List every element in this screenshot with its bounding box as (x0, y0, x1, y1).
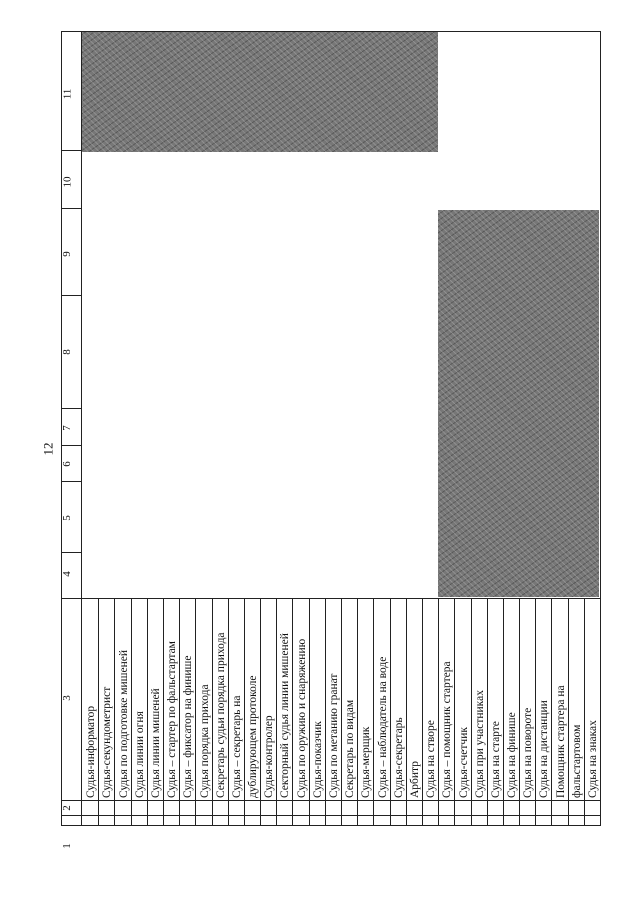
table-row-label: Судья на повороте (522, 707, 535, 798)
row-divider (292, 598, 293, 826)
row-divider (179, 598, 180, 826)
column-number-7: 7 (60, 425, 73, 431)
table-row-label: Судья – наблюдатель на воде (376, 656, 389, 798)
row-divider (551, 598, 552, 826)
table-row-label: Секторный судья линии мишеней (279, 633, 292, 798)
table-row-label: Секретарь судьи порядка прихода (214, 632, 227, 798)
row-divider (503, 598, 504, 826)
table-divider (61, 408, 81, 409)
table-row-label: дублирующем протоколе (247, 675, 260, 798)
row-divider (276, 598, 277, 826)
shaded-area (438, 210, 599, 597)
table-row-label: Судья – стартер по фальстартам (166, 641, 179, 798)
table-row-label: Судья на старте (489, 721, 502, 798)
row-divider (487, 598, 488, 826)
table-row-label: Судья на финише (506, 712, 519, 798)
table-row-label: Судья-счетчик (457, 727, 470, 798)
row-divider (195, 598, 196, 826)
column-number-11: 11 (61, 88, 74, 100)
table-row-label: Судья на створе (425, 720, 438, 798)
row-divider (422, 598, 423, 826)
column-number-6: 6 (60, 461, 73, 467)
table-row-label: Судья – секретарь на (230, 695, 243, 798)
table-row-label: Судья порядка прихода (198, 684, 211, 798)
table-row-label: Секретарь по видам (344, 699, 357, 798)
table-row-label: Судья на знаках (587, 720, 599, 798)
table-row-label: Судья линии огня (133, 711, 146, 798)
table-row-label: Судья-мерщик (360, 726, 373, 798)
shaded-area (82, 32, 438, 152)
table-divider (61, 445, 81, 446)
row-divider (357, 598, 358, 826)
table-row-label: Судья линии мишеней (149, 688, 162, 798)
column-number-2: 2 (60, 805, 73, 811)
row-divider (98, 598, 99, 826)
row-divider (325, 598, 326, 826)
column-number-3: 3 (60, 695, 73, 701)
table-row-label: Судья-показчик (311, 721, 324, 798)
column-number-8: 8 (60, 349, 73, 355)
table-row-label: Судья на дистанции (538, 700, 551, 798)
table-row-label: Судья-секундометрист (101, 686, 114, 798)
page-number: 12 (40, 442, 56, 456)
row-divider (309, 598, 310, 826)
row-divider (341, 598, 342, 826)
table-row-label: Помощник стартера на (554, 685, 567, 798)
row-divider (535, 598, 536, 826)
table-divider (61, 208, 81, 209)
table-row-label: Судья – фиксатор на финише (182, 655, 195, 798)
row-divider (390, 598, 391, 826)
row-divider (584, 598, 585, 826)
row-divider (228, 598, 229, 826)
row-divider (147, 598, 148, 826)
row-divider (114, 598, 115, 826)
row-divider (519, 598, 520, 826)
table-row-label: Судья-информатор (85, 705, 98, 798)
table-divider (61, 295, 81, 296)
row-divider (244, 598, 245, 826)
column-number-9: 9 (60, 251, 73, 257)
row-divider (438, 598, 439, 826)
column-number-5: 5 (60, 515, 73, 521)
table-row-label: фальстартовом (570, 724, 583, 798)
column-number-1: 1 (60, 843, 73, 849)
column-number-10: 10 (61, 176, 74, 188)
table-divider (61, 150, 81, 151)
row-divider (454, 598, 455, 826)
column-number-4: 4 (60, 571, 73, 577)
table-row-label: Судья по метанию гранат (328, 673, 340, 798)
table-row-label: Судья – помощник стартера (441, 661, 454, 798)
table-divider (61, 552, 81, 553)
row-divider (373, 598, 374, 826)
row-divider (471, 598, 472, 826)
table-row-label: Судья при участниках (473, 690, 486, 798)
table-row-label: Судья-контролер (263, 715, 276, 798)
row-divider (212, 598, 213, 826)
table-divider (61, 481, 81, 482)
row-divider (131, 598, 132, 826)
row-divider (406, 598, 407, 826)
row-divider (260, 598, 261, 826)
table-row-label: Судья-секретарь (392, 717, 405, 798)
table-row-label: Судья по оружию и снаряжению (295, 638, 308, 798)
row-divider (163, 598, 164, 826)
table-row-label: Арбитр (408, 761, 421, 798)
row-divider (568, 598, 569, 826)
table-row-label: Судья по подготовке мишеней (117, 649, 130, 798)
